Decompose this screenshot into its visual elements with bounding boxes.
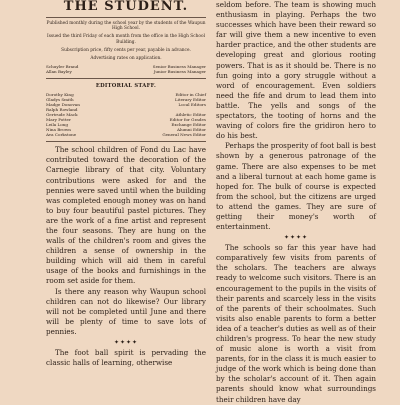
staff-name: Dorothy King <box>46 92 74 98</box>
staff-name: Gladys Smith <box>46 97 74 103</box>
staff-name: Nina Brown <box>46 127 71 133</box>
notice-issued: Issued the third Friday of each month from the office in the High School Building. <box>47 34 205 45</box>
article-football-patronage: Perhaps the prosperity of foot ball is best shown by a generous patronage of the game. There are also expenses to be met and a liberal turnout at each home game is hoped for. The bulk of course is expected from the school, but the citizens are urged to attend the games. They are sure of getting their money's worth of entertainment. <box>216 141 376 232</box>
article-football-continued: seldom before. The team is showing much enthusiasm in playing. Perhaps the two successes which have been their reward so far will give them a new incentive to even harder practice, and the other students are developing great and glorious rooting powers. That is as it should be. There is no fun going into a gory struggle without a word of encouragement. Even soldiers need the fife and drum to lead them into battle. The yells and songs of the spectators, the tooting of horns and the waving of colors fire the gridiron hero to do his best. <box>216 0 376 141</box>
staff-role: Literary Editor <box>174 97 206 103</box>
article-parent-visits: The schools so far this year have had comparatively few visits from parents of the scholars. The teachers are always ready to welcome such visitors. There is an encouragement to the pupils in the visits of their parents and scarcely less in the visits of the parents of their schoolmates. Such visits also enable parents to form a better idea of a teacher's duties as well as of their children's progress. To hear the new study of music alone is worth a visit from parents, for in the class it is much easier to judge of the work which is being done than by the scholar's account of it. Then again parents should know what surroundings their children have day <box>216 243 376 404</box>
staff-name: Mary Potter <box>46 117 71 123</box>
staff-name: Ralph Rowland <box>46 107 78 113</box>
staff-role: General News Editor <box>162 132 206 138</box>
article-library-question: Is there any reason why Waupun school children can not do likewise? Our library will not be completed until June and there will be plenty of time to save lots of pennies. <box>46 286 206 336</box>
staff-name: Ava Corkstone <box>46 132 77 138</box>
section-separator: ✦✦✦✦ <box>283 234 309 242</box>
article-library-paragraph: The school children of Fond du Lac have contributed toward the decoration of the Carnegie library of that city. Voluntary contributions were asked for and the pennies were saved until when the building was completed enough money was on hand to buy four beautiful pastel pictures. They are the work of a fine artist and represent the four seasons. They are hung on the walls of the children's room and gives the children a sense of ownership in the building which will aid them in careful usage of the books and furnishings in the room set aside for them. <box>46 145 206 286</box>
staff-role: Editor for Grades <box>169 117 206 123</box>
manager-role: Senior Business Manager <box>152 64 206 70</box>
staff-role: Exchange Editor <box>171 122 206 128</box>
section-separator: ✦✦✦✦ <box>113 339 139 346</box>
notice-advertising: Advertising rates on application. <box>90 56 162 62</box>
divider <box>46 78 206 79</box>
divider <box>46 17 206 18</box>
manager-row <box>46 69 206 74</box>
business-managers <box>46 64 206 74</box>
staff-name: Madge Donovan <box>46 102 80 108</box>
left-column <box>46 0 206 368</box>
right-column <box>216 0 376 405</box>
masthead-title: THE STUDENT. <box>63 0 189 14</box>
editorial-heading: EDITORIAL STAFF. <box>95 83 157 90</box>
manager-name: Schuyler Brand <box>46 64 79 70</box>
staff-role: Alumni Editor <box>176 127 206 133</box>
staff-role: Athletic Editor <box>175 112 206 118</box>
staff-role: Local Editors <box>178 102 206 108</box>
manager-name: Allan Bayley <box>46 69 72 75</box>
divider <box>46 141 206 142</box>
notice-published: Published monthly during the school year by the students of the Waupun High School. <box>46 21 206 32</box>
staff-role: Editor in Chief <box>175 92 206 98</box>
staff-row <box>46 132 206 137</box>
staff-name: Leila Long <box>46 122 68 128</box>
staff-name: Gertrude Mack <box>46 112 78 118</box>
manager-role: Junior Business Manager <box>153 69 206 75</box>
editorial-staff-list <box>46 92 206 137</box>
notice-subscription: Subscription price, fifty cents per year, payable in advance. <box>61 47 191 53</box>
article-football-start: The foot ball spirit is pervading the classic halls of learning, otherwise <box>46 348 206 368</box>
